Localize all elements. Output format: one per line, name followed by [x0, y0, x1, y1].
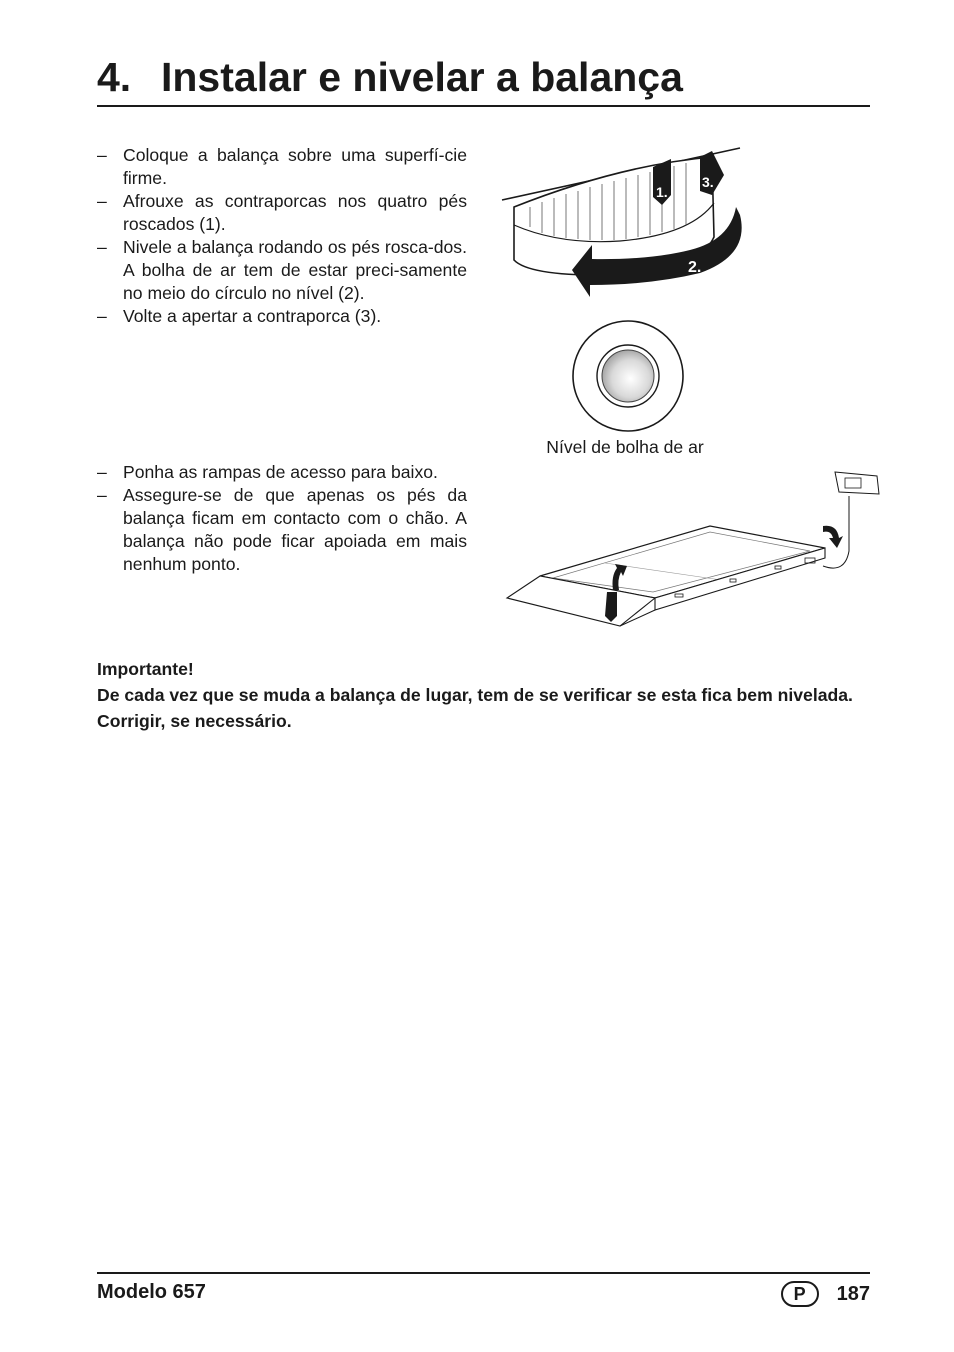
page-number: 187 — [836, 1282, 870, 1305]
list-item: – Coloque a balança sobre uma superfí-cie firme. — [97, 144, 467, 190]
language-badge: P — [781, 1281, 819, 1307]
list-item: – Nivele a balança rodando os pés rosca-dos. A bolha de ar tem de estar preci-samente no meio do círculo no nível (2). — [97, 236, 467, 305]
bubble-level-caption: Nível de bolha de ar — [546, 437, 704, 457]
important-text: De cada vez que se muda a balança de lugar, tem de se verificar se esta fica bem nivelada. Corrigir, se necessário. — [97, 685, 853, 731]
levelling-steps-list — [97, 144, 467, 328]
footer-divider — [97, 1272, 870, 1274]
foot-adjustment-illustration — [500, 145, 760, 305]
list-item: – Volte a apertar a contraporca (3). — [97, 305, 467, 328]
important-heading: Importante! — [97, 659, 194, 679]
bubble-level-illustration — [570, 318, 686, 434]
list-item: – Afrouxe as contraporcas nos quatro pés roscados (1). — [97, 190, 467, 236]
step-label-2: 2. — [688, 259, 702, 276]
section-number: 4. — [97, 54, 132, 100]
ramp-steps-list — [97, 461, 467, 576]
footer-right — [781, 1281, 870, 1307]
step-label-1: 1. — [656, 184, 668, 200]
important-note — [97, 656, 872, 734]
footer-model: Modelo 657 — [97, 1281, 206, 1303]
step-label-3: 3. — [702, 174, 714, 190]
section-title: Instalar e nivelar a balança — [161, 54, 683, 100]
list-item: – Ponha as rampas de acesso para baixo. — [97, 461, 467, 484]
page-title — [97, 52, 870, 107]
list-item: – Assegure-se de que apenas os pés da balança ficam em contacto com o chão. A balança não pode ficar apoiada em mais nenhum ponto. — [97, 484, 467, 576]
scale-platform-illustration — [505, 466, 890, 631]
